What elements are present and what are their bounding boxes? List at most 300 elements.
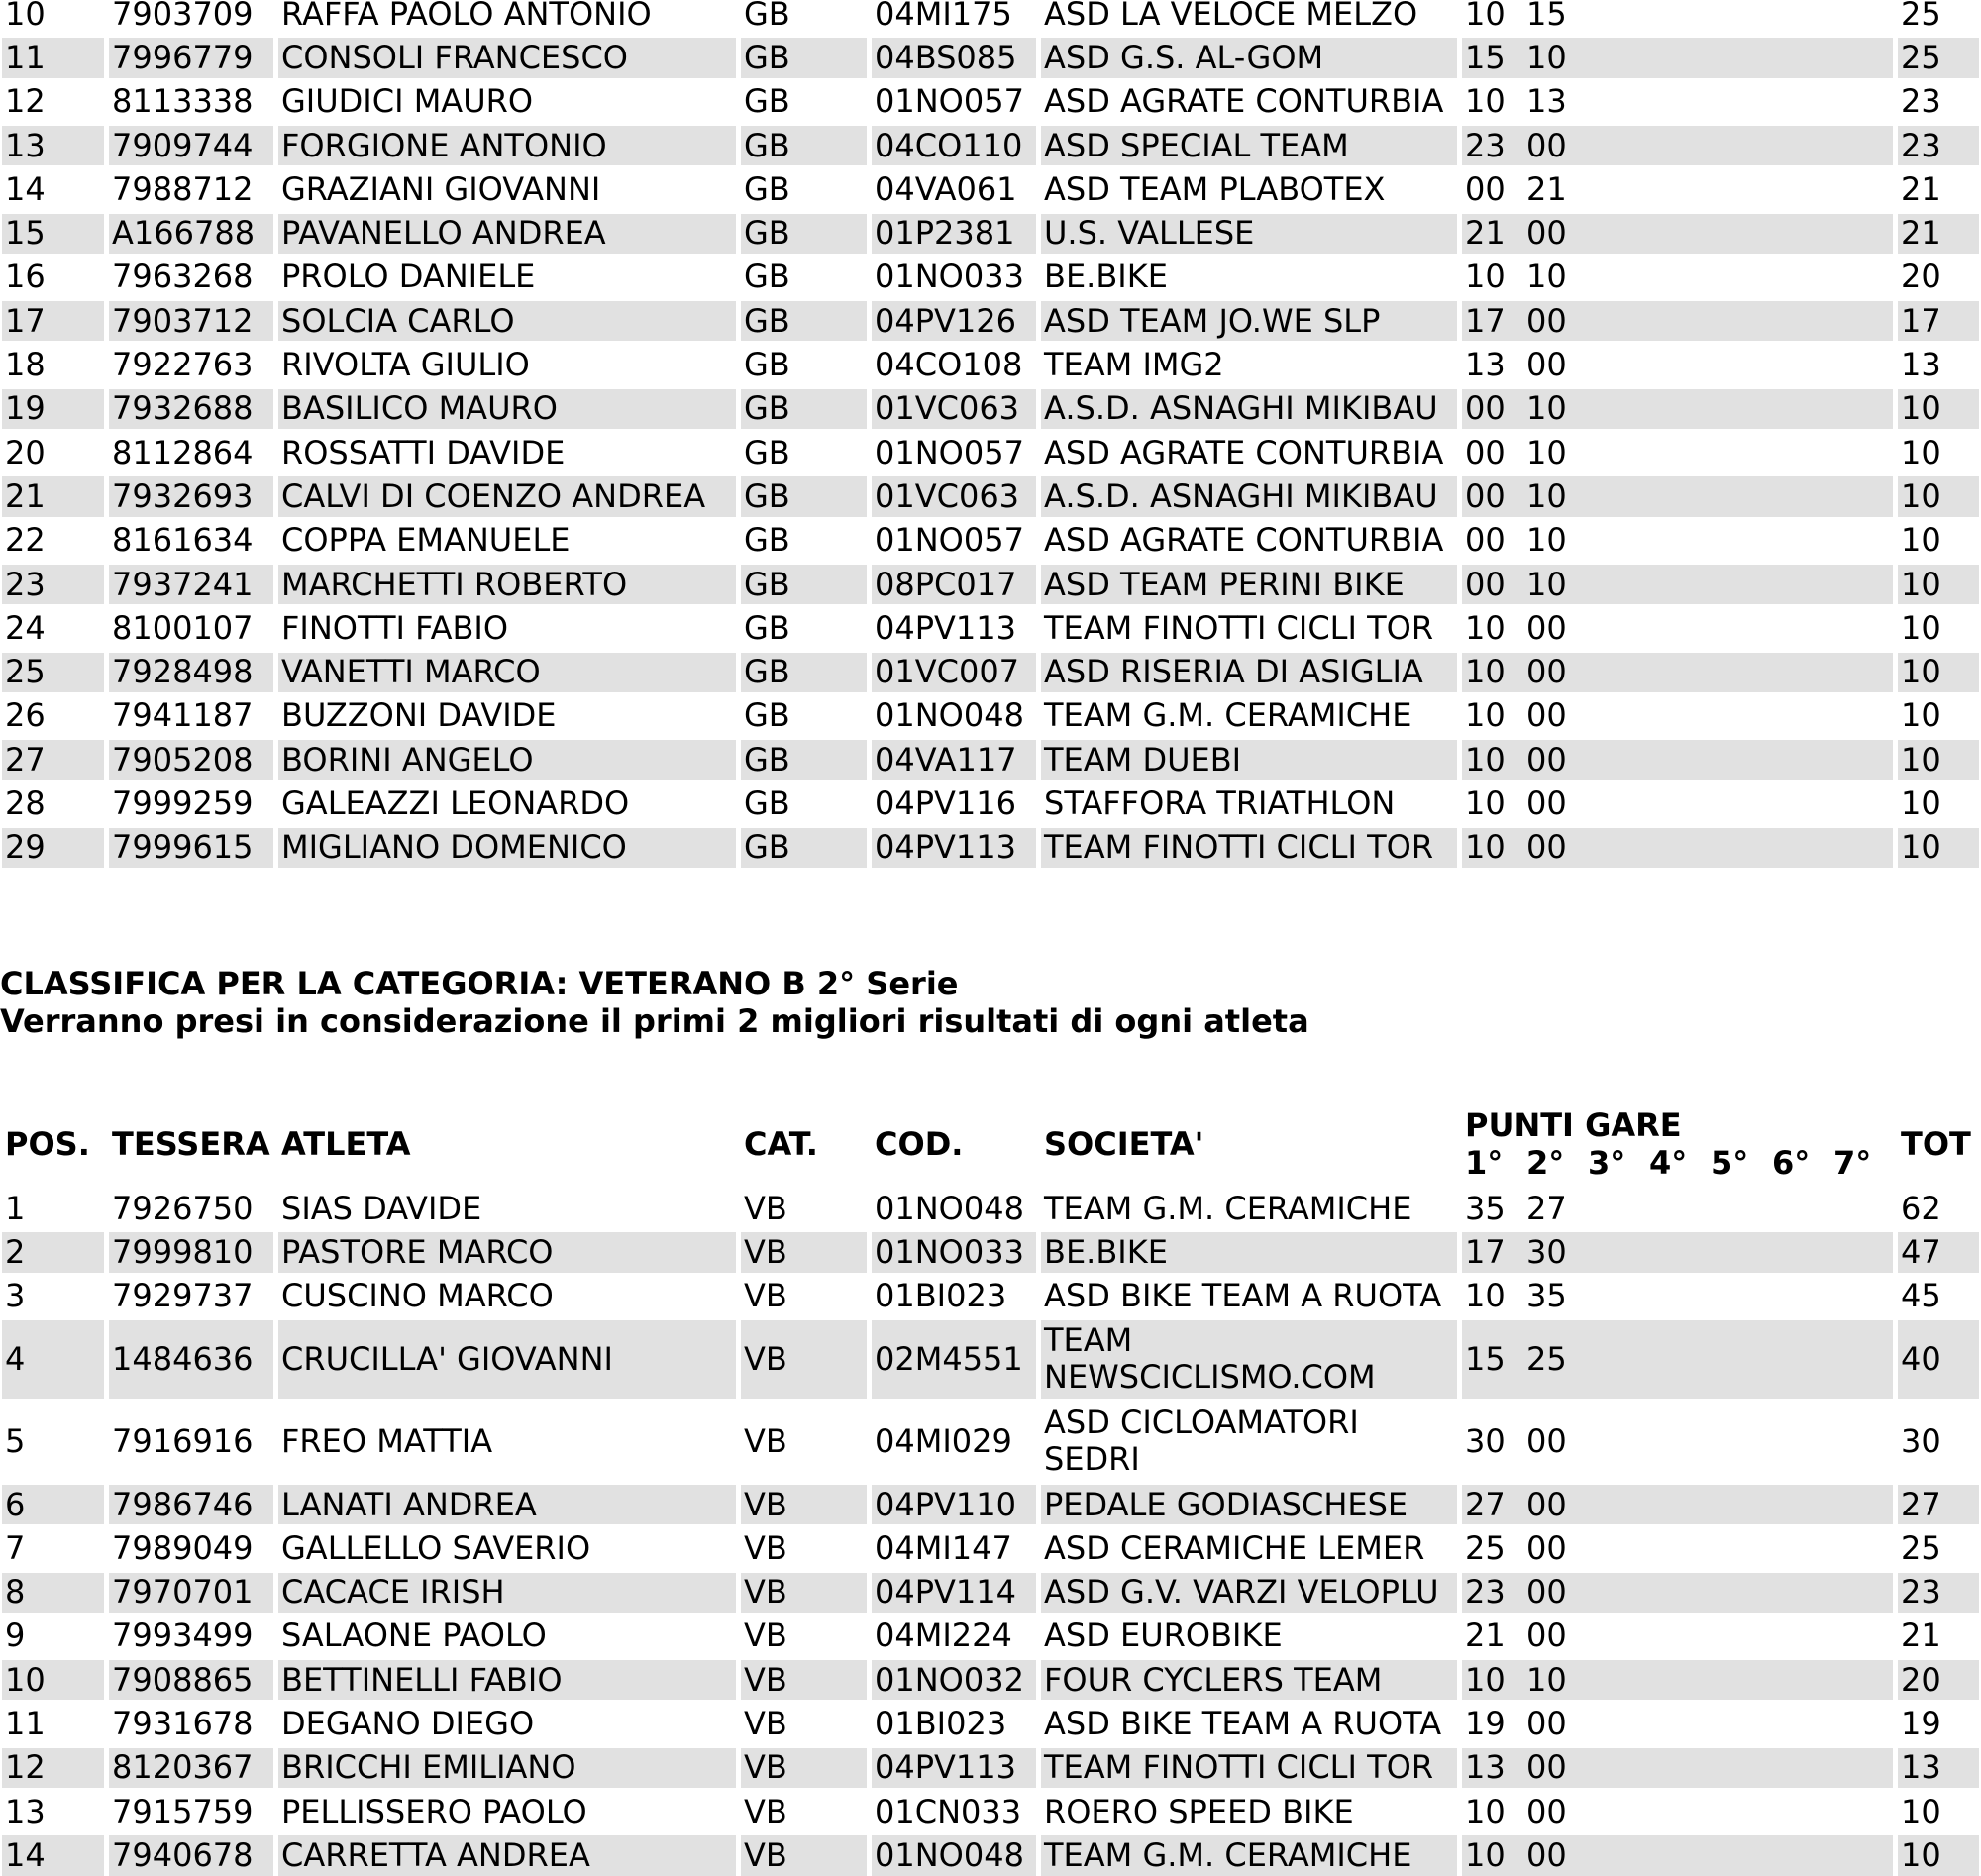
cell-atleta: SIAS DAVIDE (281, 1189, 482, 1227)
cell-tessera: 7915759 (112, 1792, 254, 1830)
cell-tessera: 7993499 (112, 1616, 254, 1655)
cell-gara-2: 00 (1526, 828, 1567, 867)
cell-atleta: FORGIONE ANTONIO (278, 126, 736, 165)
cell-gara-1: 00 (1465, 476, 1506, 515)
table-row (0, 169, 1981, 209)
cell-punti (1462, 214, 1893, 254)
cell-tessera: 7909744 (109, 126, 273, 165)
table-row (0, 696, 1981, 736)
cell-gara-2: 27 (1526, 1189, 1567, 1227)
cell-gara-2: 00 (1526, 653, 1567, 691)
cell-pos: 27 (2, 740, 104, 780)
cell-tessera: 7903712 (109, 301, 273, 341)
cell-cod: 04MI224 (875, 1616, 1012, 1655)
cell-pos: 14 (2, 1835, 104, 1875)
cell-tot: 25 (1898, 38, 1979, 77)
cell-gara-1: 00 (1465, 565, 1506, 603)
cell-gara-1: 13 (1465, 346, 1506, 384)
cell-cod: 01VC063 (872, 389, 1036, 429)
header-gara-3: 3° (1588, 1144, 1626, 1182)
cell-cod: 01BI023 (875, 1705, 1007, 1743)
cell-tot: 23 (1901, 82, 1941, 121)
cell-cod: 04BS085 (872, 38, 1036, 77)
cell-cod: 04PV113 (872, 828, 1036, 868)
cell-punti (1462, 1403, 1893, 1481)
cell-gara-2: 25 (1526, 1339, 1567, 1378)
cell-gara-1: 10 (1465, 1277, 1506, 1315)
cell-tot: 10 (1898, 389, 1979, 429)
cell-tot: 21 (1901, 1616, 1941, 1655)
header-pos: POS. (5, 1125, 90, 1163)
cell-atleta: RIVOLTA GIULIO (281, 346, 530, 384)
cell-punti (1462, 169, 1893, 209)
cell-atleta: CACACE IRISH (278, 1573, 736, 1613)
cell-gara-2: 10 (1526, 389, 1567, 428)
section-subtitle: Verranno presi in considerazione il primi 2 migliori risultati di ogni atleta (0, 1002, 1309, 1040)
cell-atleta: COPPA EMANUELE (281, 521, 571, 560)
cell-gara-1: 10 (1465, 740, 1506, 779)
cell-atleta: CONSOLI FRANCESCO (278, 38, 736, 77)
cell-gara-2: 00 (1526, 1705, 1567, 1743)
cell-gara-1: 10 (1465, 258, 1506, 296)
cell-cod: 04PV114 (872, 1573, 1036, 1613)
cell-cod: 01VC007 (872, 653, 1036, 692)
cell-societa: TEAM IMG2 (1044, 346, 1224, 384)
cell-tot: 10 (1898, 740, 1979, 780)
cell-atleta: RAFFA PAOLO ANTONIO (281, 0, 652, 33)
cell-cat: GB (744, 433, 790, 471)
cell-atleta: PELLISSERO PAOLO (281, 1792, 587, 1830)
cell-atleta: BORINI ANGELO (278, 740, 736, 780)
cell-gara-1: 13 (1465, 1748, 1506, 1787)
cell-gara-1: 23 (1465, 1573, 1506, 1612)
cell-cat: GB (744, 258, 790, 296)
cell-pos: 15 (2, 214, 104, 254)
cell-tot: 40 (1898, 1320, 1979, 1399)
cell-punti (1462, 696, 1893, 736)
cell-cat: GB (744, 169, 790, 208)
cell-punti (1462, 565, 1893, 604)
cell-cod: 04PV113 (872, 1748, 1036, 1788)
cell-pos: 4 (2, 1320, 104, 1399)
cell-pos: 22 (5, 521, 46, 560)
cell-tessera: 8113338 (112, 82, 254, 121)
cell-cod: 01NO057 (875, 433, 1024, 471)
cell-cat: VB (744, 1277, 787, 1315)
cell-gara-2: 10 (1526, 565, 1567, 603)
cell-cat: VB (744, 1616, 787, 1655)
cell-gara-1: 10 (1465, 0, 1506, 33)
header-gara-2: 2° (1526, 1144, 1565, 1182)
cell-cat: GB (741, 389, 867, 429)
cell-tessera: 7940678 (109, 1835, 273, 1875)
cell-cod: 01CN033 (875, 1792, 1022, 1830)
cell-gara-2: 00 (1526, 1485, 1567, 1523)
cell-punti (1462, 653, 1893, 692)
cell-pos: 11 (2, 38, 104, 77)
cell-gara-2: 00 (1526, 784, 1567, 823)
cell-societa: ASD SPECIAL TEAM (1041, 126, 1457, 165)
cell-pos: 19 (2, 389, 104, 429)
table-row (0, 565, 1981, 604)
cell-tot: 23 (1898, 1573, 1979, 1613)
cell-cat: GB (744, 521, 790, 560)
cell-pos: 3 (5, 1277, 26, 1315)
cell-tessera: 8112864 (112, 433, 254, 471)
table-row (0, 1792, 1981, 1831)
table-row (0, 1616, 1981, 1656)
cell-pos: 26 (5, 696, 46, 735)
cell-tessera: 7996779 (109, 38, 273, 77)
cell-societa: ASD BIKE TEAM A RUOTA (1044, 1277, 1442, 1315)
cell-societa: BE.BIKE (1044, 258, 1168, 296)
cell-tessera: 7929737 (112, 1277, 254, 1315)
cell-gara-1: 21 (1465, 214, 1506, 253)
header-gara-6: 6° (1772, 1144, 1811, 1182)
cell-pos: 28 (5, 784, 46, 823)
cell-cat: VB (741, 1573, 867, 1613)
cell-atleta: GALEAZZI LEONARDO (281, 784, 630, 823)
table-row (0, 214, 1981, 254)
cell-atleta: GRAZIANI GIOVANNI (281, 169, 601, 208)
header-gara-4: 4° (1649, 1144, 1688, 1182)
cell-societa: TEAM DUEBI (1041, 740, 1457, 780)
cell-tessera: 7999615 (109, 828, 273, 868)
cell-tot: 20 (1898, 1660, 1979, 1700)
cell-pos: 25 (2, 653, 104, 692)
cell-cat: GB (744, 784, 790, 823)
cell-cat: GB (744, 0, 790, 33)
cell-societa: TEAM G.M. CERAMICHE (1044, 1189, 1412, 1227)
cell-pos: 10 (5, 0, 46, 33)
cell-pos: 9 (5, 1616, 26, 1655)
cell-gara-1: 10 (1465, 1792, 1506, 1830)
cell-gara-1: 17 (1465, 301, 1506, 340)
cell-tot: 19 (1901, 1705, 1941, 1743)
cell-cod: 01NO057 (875, 521, 1024, 560)
cell-pos: 13 (5, 1792, 46, 1830)
cell-tessera: 7932688 (109, 389, 273, 429)
cell-pos: 21 (2, 476, 104, 516)
cell-pos: 16 (5, 258, 46, 296)
cell-pos: 8 (2, 1573, 104, 1613)
cell-societa: TEAM FINOTTI CICLI TOR (1041, 828, 1457, 868)
cell-societa: ROERO SPEED BIKE (1044, 1792, 1354, 1830)
cell-gara-1: 10 (1465, 696, 1506, 735)
cell-cod: 04MI175 (875, 0, 1012, 33)
header-atleta: ATLETA (281, 1125, 411, 1163)
cell-gara-2: 10 (1526, 476, 1567, 515)
cell-cat: VB (741, 1748, 867, 1788)
cell-tot: 10 (1898, 476, 1979, 516)
cell-punti (1462, 38, 1893, 77)
cell-cat: GB (744, 82, 790, 121)
cell-cat: VB (741, 1485, 867, 1524)
cell-punti (1462, 1320, 1893, 1399)
cell-cat: VB (744, 1421, 787, 1460)
table-row (0, 1660, 1981, 1700)
cell-gara-1: 30 (1465, 1421, 1506, 1460)
cell-punti (1462, 389, 1893, 429)
cell-pos: 6 (2, 1485, 104, 1524)
cell-tot: 25 (1901, 0, 1941, 33)
cell-gara-2: 10 (1526, 521, 1567, 560)
cell-societa: ASD AGRATE CONTURBIA (1044, 433, 1444, 471)
cell-gara-2: 00 (1526, 1528, 1567, 1567)
cell-tessera: 7932693 (109, 476, 273, 516)
cell-atleta: DEGANO DIEGO (281, 1705, 535, 1743)
cell-tessera: 7931678 (112, 1705, 254, 1743)
table-row (0, 1485, 1981, 1524)
cell-cod: 04PV113 (875, 608, 1016, 647)
cell-cod: 01NO048 (875, 696, 1024, 735)
cell-punti (1462, 1528, 1893, 1568)
cell-societa: ASD TEAM PERINI BIKE (1041, 565, 1457, 604)
cell-cat: VB (744, 1792, 787, 1830)
cell-cat: VB (744, 1705, 787, 1743)
table-row (0, 389, 1981, 429)
cell-punti (1462, 1189, 1893, 1228)
cell-atleta: MARCHETTI ROBERTO (278, 565, 736, 604)
cell-tot: 10 (1898, 653, 1979, 692)
header-cod: COD. (875, 1125, 964, 1163)
cell-societa: ASD RISERIA DI ASIGLIA (1041, 653, 1457, 692)
header-punti-gare: PUNTI GARE (1465, 1106, 1682, 1144)
cell-societa: ASD AGRATE CONTURBIA (1044, 82, 1444, 121)
cell-tot: 10 (1898, 1835, 1979, 1875)
cell-punti (1462, 126, 1893, 165)
header-societa: SOCIETA' (1044, 1125, 1204, 1163)
cell-tot: 27 (1898, 1485, 1979, 1524)
cell-cat: GB (741, 653, 867, 692)
cell-tot: 10 (1901, 433, 1941, 471)
cell-societa: TEAM G.M. CERAMICHE (1041, 1835, 1457, 1875)
cell-atleta: BETTINELLI FABIO (278, 1660, 736, 1700)
cell-tot: 10 (1901, 608, 1941, 647)
cell-pos: 7 (5, 1528, 26, 1567)
cell-atleta: ROSSATTI DAVIDE (281, 433, 566, 471)
cell-atleta: GIUDICI MAURO (281, 82, 534, 121)
cell-societa: TEAM FINOTTI CICLI TOR (1044, 608, 1434, 647)
cell-tessera: 7916916 (112, 1421, 254, 1460)
cell-cat: GB (741, 214, 867, 254)
cell-punti (1462, 1792, 1893, 1831)
cell-pos: 23 (2, 565, 104, 604)
cell-societa: ASD CICLOAMATORI SEDRI (1044, 1404, 1359, 1479)
cell-atleta: CARRETTA ANDREA (278, 1835, 736, 1875)
header-gara-7: 7° (1833, 1144, 1872, 1182)
cell-societa: PEDALE GODIASCHESE (1041, 1485, 1457, 1524)
cell-tessera: 7937241 (109, 565, 273, 604)
cell-gara-1: 10 (1465, 828, 1506, 867)
cell-atleta: CRUCILLA' GIOVANNI (278, 1320, 736, 1399)
header-tot: TOT (1901, 1125, 1971, 1163)
table-row (0, 1835, 1981, 1875)
cell-pos: 12 (5, 82, 46, 121)
cell-pos: 17 (2, 301, 104, 341)
cell-cod: 01BI023 (875, 1277, 1007, 1315)
table-row (0, 653, 1981, 692)
cell-atleta: BASILICO MAURO (278, 389, 736, 429)
cell-cat: GB (744, 696, 790, 735)
cell-punti (1462, 1704, 1893, 1743)
cell-cod: 04MI029 (875, 1421, 1012, 1460)
table-row (0, 126, 1981, 165)
cell-punti (1462, 1835, 1893, 1875)
table-row (0, 608, 1981, 648)
cell-punti (1462, 433, 1893, 472)
cell-pos: 10 (2, 1660, 104, 1700)
cell-tot: 10 (1901, 784, 1941, 823)
cell-gara-1: 15 (1465, 38, 1506, 76)
table-row (0, 38, 1981, 77)
cell-cat: VB (741, 1835, 867, 1875)
cell-pos: 12 (2, 1748, 104, 1788)
cell-atleta: SALAONE PAOLO (281, 1616, 547, 1655)
cell-societa: A.S.D. ASNAGHI MIKIBAU (1041, 389, 1457, 429)
cell-cod: 04CO108 (875, 346, 1023, 384)
cell-cod: 04PV126 (872, 301, 1036, 341)
cell-pos: 5 (5, 1421, 26, 1460)
cell-cat: GB (744, 608, 790, 647)
cell-punti (1462, 1485, 1893, 1524)
header-cat: CAT. (744, 1125, 818, 1163)
cell-societa: A.S.D. ASNAGHI MIKIBAU (1041, 476, 1457, 516)
cell-gara-2: 35 (1526, 1277, 1567, 1315)
cell-gara-2: 00 (1526, 608, 1567, 647)
cell-gara-2: 00 (1526, 214, 1567, 253)
cell-societa: TEAM NEWSCICLISMO.COM (1041, 1320, 1457, 1399)
cell-cat: VB (744, 1528, 787, 1567)
cell-pos: 29 (2, 828, 104, 868)
cell-punti (1462, 82, 1893, 122)
cell-tessera: 7905208 (109, 740, 273, 780)
cell-cat: GB (741, 126, 867, 165)
table-row (0, 1704, 1981, 1743)
cell-atleta: CUSCINO MARCO (281, 1277, 554, 1315)
cell-tot: 47 (1898, 1232, 1979, 1272)
table-row (0, 828, 1981, 868)
cell-tessera: 7908865 (109, 1660, 273, 1700)
cell-tessera: 1484636 (109, 1320, 273, 1399)
cell-societa: ASD AGRATE CONTURBIA (1044, 521, 1444, 560)
cell-cod: 04VA117 (872, 740, 1036, 780)
header-gara-1: 1° (1465, 1144, 1504, 1182)
cell-cod: 01VC063 (872, 476, 1036, 516)
cell-pos: 20 (5, 433, 46, 471)
cell-pos: 14 (5, 169, 46, 208)
cell-tot: 62 (1901, 1189, 1941, 1227)
cell-pos: 24 (5, 608, 46, 647)
cell-gara-2: 00 (1526, 1421, 1567, 1460)
cell-gara-2: 10 (1526, 433, 1567, 471)
cell-gara-2: 00 (1526, 1748, 1567, 1787)
cell-cat: GB (741, 740, 867, 780)
cell-punti (1462, 783, 1893, 823)
cell-atleta: FREO MATTIA (281, 1421, 493, 1460)
cell-gara-1: 00 (1465, 389, 1506, 428)
table-row (0, 258, 1981, 297)
cell-tot: 45 (1901, 1277, 1941, 1315)
cell-cod: 04CO110 (872, 126, 1036, 165)
table-row (0, 1277, 1981, 1316)
table-row (0, 301, 1981, 341)
cell-tessera: 7989049 (112, 1528, 254, 1567)
cell-atleta: PASTORE MARCO (278, 1232, 736, 1272)
cell-cod: 01NO033 (875, 258, 1024, 296)
header-tessera: TESSERA (112, 1125, 270, 1163)
cell-pos: 11 (5, 1705, 46, 1743)
cell-tot: 13 (1898, 1748, 1979, 1788)
cell-tot: 17 (1898, 301, 1979, 341)
cell-punti (1462, 1616, 1893, 1656)
cell-punti (1462, 476, 1893, 516)
cell-gara-2: 00 (1526, 696, 1567, 735)
cell-gara-2: 13 (1526, 82, 1567, 121)
table-row (0, 1320, 1981, 1399)
cell-cat: GB (741, 476, 867, 516)
cell-cat: VB (741, 1660, 867, 1700)
cell-gara-1: 00 (1465, 521, 1506, 560)
cell-gara-2: 00 (1526, 1616, 1567, 1655)
cell-cat: GB (744, 346, 790, 384)
cell-gara-2: 10 (1526, 1660, 1567, 1699)
cell-gara-2: 10 (1526, 38, 1567, 76)
cell-tot: 21 (1898, 214, 1979, 254)
cell-tessera: 8100107 (112, 608, 254, 647)
cell-gara-1: 15 (1465, 1339, 1506, 1378)
cell-tot: 21 (1901, 169, 1941, 208)
cell-cod: 04MI147 (875, 1528, 1012, 1567)
cell-tot: 13 (1901, 346, 1941, 384)
cell-cod: 01NO033 (872, 1232, 1036, 1272)
cell-cat: GB (741, 38, 867, 77)
cell-tessera: 7988712 (112, 169, 254, 208)
cell-gara-1: 00 (1465, 433, 1506, 471)
cell-tessera: A166788 (109, 214, 273, 254)
cell-atleta: SOLCIA CARLO (278, 301, 736, 341)
cell-cat: GB (741, 301, 867, 341)
cell-punti (1462, 740, 1893, 780)
table-row (0, 1403, 1981, 1481)
cell-pos: 2 (2, 1232, 104, 1272)
cell-punti (1462, 521, 1893, 561)
cell-gara-2: 00 (1526, 1792, 1567, 1830)
cell-punti (1462, 1232, 1893, 1272)
cell-societa: STAFFORA TRIATHLON (1044, 784, 1396, 823)
cell-societa: ASD TEAM PLABOTEX (1044, 169, 1386, 208)
table-row (0, 521, 1981, 561)
cell-cod: 01NO057 (875, 82, 1024, 121)
cell-gara-2: 00 (1526, 301, 1567, 340)
cell-tessera: 8161634 (112, 521, 254, 560)
cell-punti (1462, 828, 1893, 868)
cell-tessera: 7926750 (112, 1189, 254, 1227)
cell-cod: 01NO048 (872, 1835, 1036, 1875)
cell-atleta: PAVANELLO ANDREA (278, 214, 736, 254)
cell-gara-1: 21 (1465, 1616, 1506, 1655)
header-gare-numbers (1465, 1144, 1895, 1182)
cell-gara-1: 23 (1465, 126, 1506, 164)
table-row (0, 740, 1981, 780)
cell-atleta: BUZZONI DAVIDE (281, 696, 557, 735)
cell-cat: GB (741, 828, 867, 868)
cell-gara-2: 00 (1526, 126, 1567, 164)
cell-gara-2: 10 (1526, 258, 1567, 296)
cell-gara-1: 25 (1465, 1528, 1506, 1567)
cell-tessera: 7999259 (112, 784, 254, 823)
cell-gara-2: 00 (1526, 740, 1567, 779)
